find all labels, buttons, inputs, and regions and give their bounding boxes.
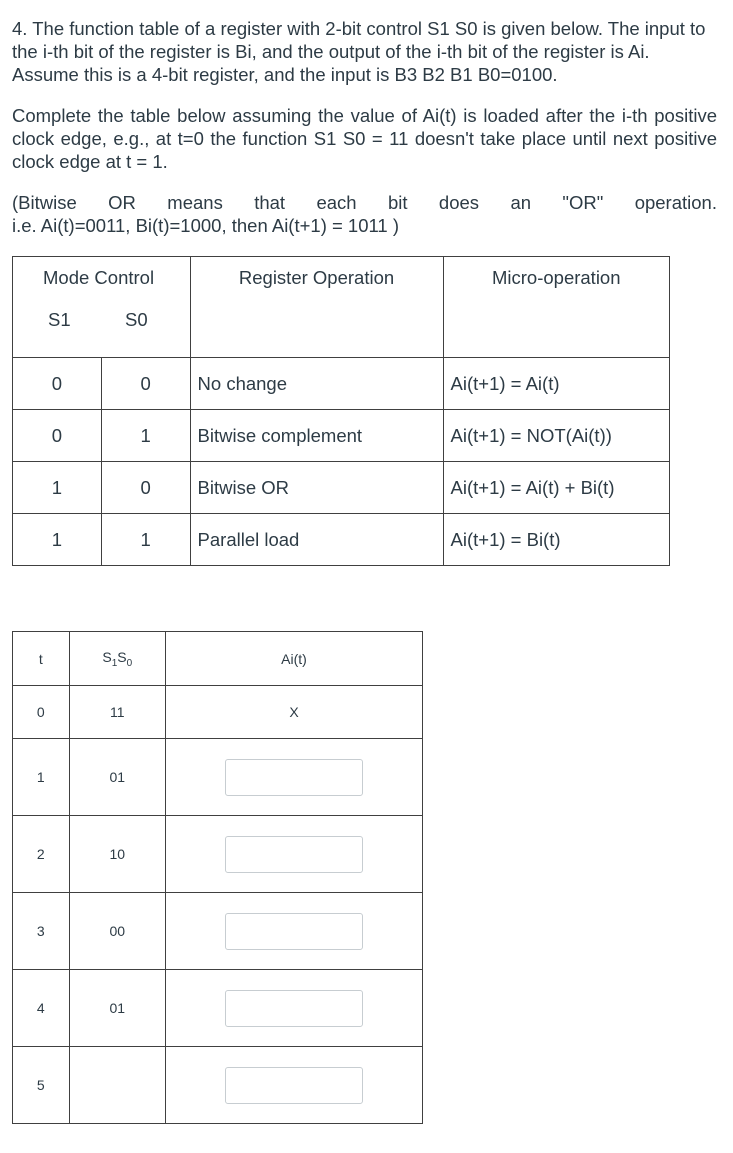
s1-cell: 0 <box>13 410 102 462</box>
ai-cell <box>166 739 423 816</box>
mode-control-label: Mode Control <box>43 267 155 288</box>
operation-cell: Parallel load <box>190 514 443 566</box>
s0-cell: 1 <box>101 514 190 566</box>
function-row <box>13 462 670 514</box>
ai-cell <box>166 816 423 893</box>
s1s0-cell: 10 <box>69 816 165 893</box>
micro-operation-header: Micro-operation <box>443 257 669 358</box>
function-row <box>13 514 670 566</box>
note-word: operation. <box>634 192 717 213</box>
s1-label: S1 <box>48 309 71 330</box>
t-cell: 0 <box>13 686 70 739</box>
s1s0-cell: 11 <box>69 686 165 739</box>
t-cell: 4 <box>13 970 70 1047</box>
note-word: "OR" <box>562 192 604 213</box>
state-table <box>12 631 423 1124</box>
s0-cell: 0 <box>101 358 190 410</box>
note-word: bit <box>387 192 408 213</box>
register-operation-header: Register Operation <box>190 257 443 358</box>
t-cell: 5 <box>13 1047 70 1124</box>
state-row <box>13 816 423 893</box>
note-word: an <box>510 192 532 213</box>
t-cell: 1 <box>13 739 70 816</box>
bitwise-or-note <box>12 191 717 237</box>
note-word: (Bitwise <box>12 192 77 213</box>
s1-cell: 1 <box>13 514 102 566</box>
ai-answer-input-t1[interactable] <box>225 759 363 796</box>
s1s0-cell: 00 <box>69 893 165 970</box>
s1s0-header: $S_1S_0$ <box>69 632 165 686</box>
ai-cell <box>166 893 423 970</box>
mode-control-header <box>13 257 191 358</box>
micro-operation-cell: Ai(t+1) = Ai(t) + Bi(t) <box>443 462 669 514</box>
s0-cell: 1 <box>101 410 190 462</box>
state-row <box>13 739 423 816</box>
note-word: that <box>254 192 286 213</box>
state-row <box>13 970 423 1047</box>
ai-answer-input-t3[interactable] <box>225 913 363 950</box>
function-table-header <box>13 257 670 358</box>
s1-cell: 1 <box>13 462 102 514</box>
s1s0-cell: 01 <box>69 739 165 816</box>
ai-header: Ai(t) <box>166 632 423 686</box>
s1s0-cell <box>69 1047 165 1124</box>
note-word: means <box>167 192 223 213</box>
s1s0-cell: 01 <box>69 970 165 1047</box>
ai-cell: X <box>166 686 423 739</box>
note-word: OR <box>108 192 136 213</box>
t-cell: 2 <box>13 816 70 893</box>
state-row <box>13 1047 423 1124</box>
operation-cell: No change <box>190 358 443 410</box>
question-instruction: Complete the table below assuming the value of Ai(t) is loaded after the i-th positive clock edge, e.g., at t=0 the function S1 S0 = 11 doesn't take place until next positive clock edge at t = 1. <box>12 105 717 172</box>
ai-answer-input-t4[interactable] <box>225 990 363 1027</box>
state-table-header <box>13 632 423 686</box>
micro-operation-cell: Ai(t+1) = NOT(Ai(t)) <box>443 410 669 462</box>
state-row <box>13 686 423 739</box>
s0-label: S0 <box>125 309 148 330</box>
function-table <box>12 256 670 566</box>
function-row <box>13 410 670 462</box>
ai-cell <box>166 1047 423 1124</box>
question-intro: 4. The function table of a register with 2-bit control S1 S0 is given below. The input to the i-th bit of the register is Bi, and the output of the i-th bit of the register is Ai. Assume this is a 4-bit register, and the input is B3 B2 B1 B0=0100. <box>12 18 706 85</box>
operation-cell: Bitwise complement <box>190 410 443 462</box>
state-row <box>13 893 423 970</box>
ai-cell <box>166 970 423 1047</box>
t-cell: 3 <box>13 893 70 970</box>
note-example: i.e. Ai(t)=0011, Bi(t)=1000, then Ai(t+1) = 1011 ) <box>12 215 400 236</box>
operation-cell: Bitwise OR <box>190 462 443 514</box>
function-row <box>13 358 670 410</box>
s1-cell: 0 <box>13 358 102 410</box>
micro-operation-cell: Ai(t+1) = Ai(t) <box>443 358 669 410</box>
ai-answer-input-t5[interactable] <box>225 1067 363 1104</box>
t-header: t <box>13 632 70 686</box>
note-word: does <box>438 192 480 213</box>
ai-answer-input-t2[interactable] <box>225 836 363 873</box>
s0-cell: 0 <box>101 462 190 514</box>
micro-operation-cell: Ai(t+1) = Bi(t) <box>443 514 669 566</box>
note-word: each <box>316 192 357 213</box>
